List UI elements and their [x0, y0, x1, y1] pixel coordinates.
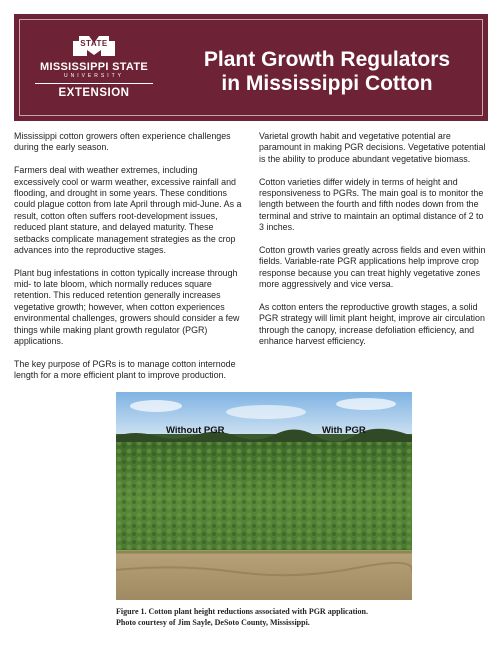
right-column: [259, 131, 487, 359]
paragraph: As cotton enters the reproductive growth stages, a solid PGR strategy will limit plant height, improve air circulation through the canopy, increase defoliation efficiency, and enhance harvest efficiency.: [259, 301, 485, 346]
cotton-field-photo: [116, 392, 412, 600]
title-line-1: Plant Growth Regulators: [203, 48, 451, 71]
paragraph: Cotton varieties differ widely in terms of height and responsiveness to PGRs. The main goal is to monitor the length between the fourth and fifth nodes down from the terminal and strive to maintain an optimal distance of 2 to 3 inches.: [259, 176, 484, 233]
caption-line-2: Photo courtesy of Jim Sayle, DeSoto County, Mississippi.: [116, 618, 310, 627]
label-with-pgr: With PGR: [322, 425, 366, 436]
header-border: [19, 19, 483, 116]
label-without-pgr: Without PGR: [166, 425, 225, 436]
logo-divider: [35, 83, 153, 84]
figure-caption: [116, 606, 416, 628]
paragraph: Mississippi cotton growers often experience challenges during the early season.: [14, 131, 231, 153]
left-column: [14, 131, 242, 393]
page-title: [172, 48, 482, 96]
header-banner: [14, 14, 488, 121]
logo-university-word: UNIVERSITY: [63, 73, 124, 79]
paragraph: Plant bug infestations in cotton typically increase through mid- to late bloom, which normally reduces square retention. This reduced retention generally increases vegetative growth; however, when cotton experiences environmental challenges, growers should consider a few things while making plant growth regulator (PGR) applications.: [14, 267, 240, 347]
paragraph: Farmers deal with weather extremes, including excessively cool or warm weather, excessive rainfall and flooding, and drought in some years. These conditions could plague cotton from late April through mid-June. As a result, cotton often suffers root-development issues, reduced plant stature, and delayed maturity. These setbacks complicate management strategies as the crop advances into the reproductive stages.: [14, 165, 242, 255]
logo-university-name: MISSISSIPPI STATE: [40, 61, 148, 73]
paragraph: Cotton growth varies greatly across fields and even within fields. Variable-rate PGR applications help improve crop response because you can treat highly vegetative zones more aggressively and vice versa.: [259, 244, 486, 290]
logo-mark-text: STATE: [80, 39, 108, 48]
msu-m-logo-icon: [71, 35, 117, 57]
msu-extension-logo: [20, 20, 168, 117]
caption-line-1: Figure 1. Cotton plant height reductions associated with PGR application.: [116, 607, 368, 616]
paragraph: The key purpose of PGRs is to manage cotton internode length for a more efficient plant to improve production.: [14, 358, 236, 381]
title-line-2: in Mississippi Cotton: [221, 72, 433, 95]
logo-extension: EXTENSION: [58, 87, 130, 99]
paragraph: Varietal growth habit and vegetative potential are paramount in making PGR decisions. Vegetative potential is the ability to produce abundant vegetative biomass.: [259, 131, 486, 164]
